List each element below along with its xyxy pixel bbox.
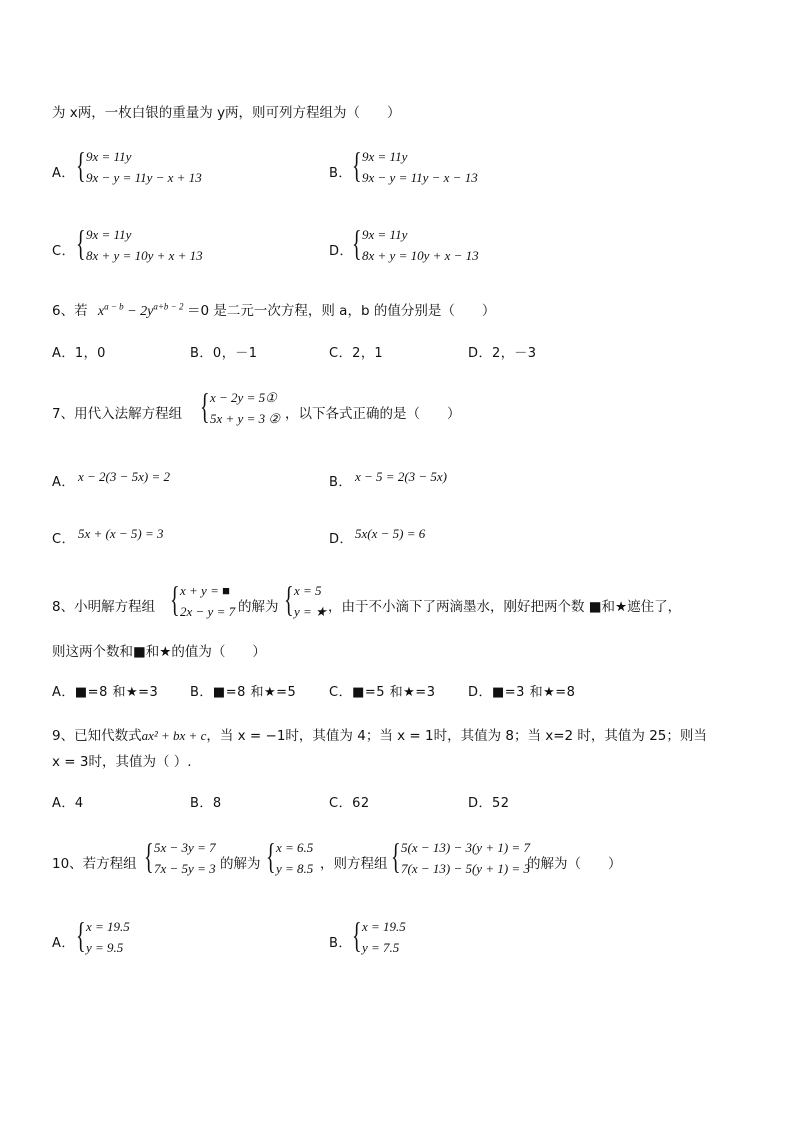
equation-line: 5x − 3y = 7 <box>154 840 216 855</box>
option-letter: D． <box>329 244 354 259</box>
equation-line: y = ★ <box>294 604 327 619</box>
equation-line: 9x = 11y <box>362 149 408 164</box>
q8-option-c[interactable]: C．■=5 和★=3 <box>329 685 436 700</box>
q9-line2: x = 3时，其值为（ ）. <box>52 754 192 770</box>
option-letter: A． <box>52 475 75 490</box>
q6-option-c[interactable]: C．2，1 <box>329 346 384 361</box>
equation-line: y = 9.5 <box>86 940 124 955</box>
q8-mid: 的解为 <box>238 599 279 615</box>
equation-line: 8x + y = 10y + x − 13 <box>362 248 479 263</box>
equation-line: 2x − y = 7 <box>180 604 236 619</box>
q8-line2: 则这两个数和■和★的值为（ ） <box>52 644 266 660</box>
equation-line: x = 6.5 <box>276 840 314 855</box>
equation-line: 7(x − 13) − 5(y + 1) = 3 <box>401 861 530 876</box>
brace-icon: { <box>76 915 86 955</box>
q7-prefix: 7、用代入法解方程组 <box>52 406 183 422</box>
q10-suffix: 的解为（ ） <box>527 856 622 872</box>
option-expression: 5x(x − 5) = 6 <box>355 526 426 541</box>
brace-icon: { <box>352 223 362 263</box>
equation-line: 9x − y = 11y − x − 13 <box>362 170 478 185</box>
q9-condition: ，当 x = −1时，其值为 4；当 x = 1时，其值为 8；当 x=2 时，其值为 25；则当 <box>206 728 707 744</box>
equation-line: 9x = 11y <box>86 149 132 164</box>
q6-exponent: a+b − 2 <box>153 301 184 312</box>
equation-line: x = 5 <box>294 583 322 598</box>
brace-icon: { <box>144 836 154 876</box>
q9-option-a[interactable]: A．4 <box>52 796 84 811</box>
equation-line: x = 19.5 <box>362 919 406 934</box>
brace-icon: { <box>352 915 362 955</box>
equation-line: 9x = 11y <box>362 227 408 242</box>
q8-prefix: 8、小明解方程组 <box>52 599 156 615</box>
option-expression: 5x + (x − 5) = 3 <box>78 526 164 541</box>
option-letter: B． <box>329 936 352 951</box>
q9-option-c[interactable]: C．62 <box>329 796 370 811</box>
equation-line: x − 2y = 5① <box>210 390 277 405</box>
q6-prefix: 6、若 <box>52 303 88 319</box>
q10-prefix: 10、若方程组 <box>52 856 137 872</box>
option-expression: x − 2(3 − 5x) = 2 <box>78 469 171 484</box>
q8-option-b[interactable]: B．■=8 和★=5 <box>190 685 297 700</box>
brace-icon: { <box>76 145 86 185</box>
brace-icon: { <box>284 579 294 619</box>
option-letter: D． <box>329 532 354 547</box>
brace-icon: { <box>170 579 180 619</box>
option-letter: A． <box>52 936 75 951</box>
q6-suffix: ＝0 是二元一次方程，则 a，b 的值分别是（ ） <box>187 303 496 319</box>
q6-exponent: a − b <box>104 301 124 312</box>
q6-middle: − 2y <box>123 304 154 319</box>
equation-line: 5(x − 13) − 3(y + 1) = 7 <box>401 840 530 855</box>
equation-line: 9x = 11y <box>86 227 132 242</box>
q9-option-d[interactable]: D．52 <box>468 796 510 811</box>
brace-icon: { <box>391 836 401 876</box>
q5-continuation: 为 x两，一枚白银的重量为 y两，则可列方程组为（ ） <box>52 105 401 121</box>
q6-option-b[interactable]: B．0，－1 <box>190 346 258 361</box>
q9-line1 <box>52 724 707 744</box>
option-letter: A． <box>52 166 75 181</box>
equation-line: 5x + y = 3 ② <box>210 411 280 426</box>
brace-icon: { <box>266 836 276 876</box>
brace-icon: { <box>352 145 362 185</box>
q6-option-a[interactable]: A．1，0 <box>52 346 106 361</box>
q10-mid1: 的解为 <box>220 856 261 872</box>
equation-line: x = 19.5 <box>86 919 130 934</box>
equation-line: x + y = ■ <box>180 583 230 598</box>
q9-polynomial: ax² + bx + c <box>141 728 207 743</box>
equation-line: 7x − 5y = 3 <box>154 861 216 876</box>
option-expression: x − 5 = 2(3 − 5x) <box>355 469 448 484</box>
option-letter: B． <box>329 475 352 490</box>
q9-option-b[interactable]: B．8 <box>190 796 222 811</box>
brace-icon: { <box>200 386 210 426</box>
q9-lead: 9、已知代数式 <box>52 728 142 744</box>
q6-var-x: x <box>97 304 105 319</box>
equation-line: y = 8.5 <box>276 861 314 876</box>
equation-line: 9x − y = 11y − x + 13 <box>86 170 202 185</box>
q8-option-d[interactable]: D．■=3 和★=8 <box>468 685 576 700</box>
q6-option-d[interactable]: D．2，－3 <box>468 346 537 361</box>
brace-icon: { <box>76 223 86 263</box>
option-letter: B． <box>329 166 352 181</box>
q10-mid2: ，则方程组 <box>320 856 388 872</box>
q6-stem <box>52 299 495 320</box>
equation-line: 8x + y = 10y + x + 13 <box>86 248 203 263</box>
q6-expr <box>97 301 187 319</box>
option-letter: C． <box>52 532 76 547</box>
q8-suffix: ，由于不小滴下了两滴墨水，刚好把两个数 ■和★遮住了， <box>328 599 682 615</box>
q7-suffix: ，以下各式正确的是（ ） <box>285 406 461 422</box>
option-letter: C． <box>52 244 76 259</box>
equation-line: y = 7.5 <box>362 940 400 955</box>
q8-option-a[interactable]: A．■=8 和★=3 <box>52 685 159 700</box>
